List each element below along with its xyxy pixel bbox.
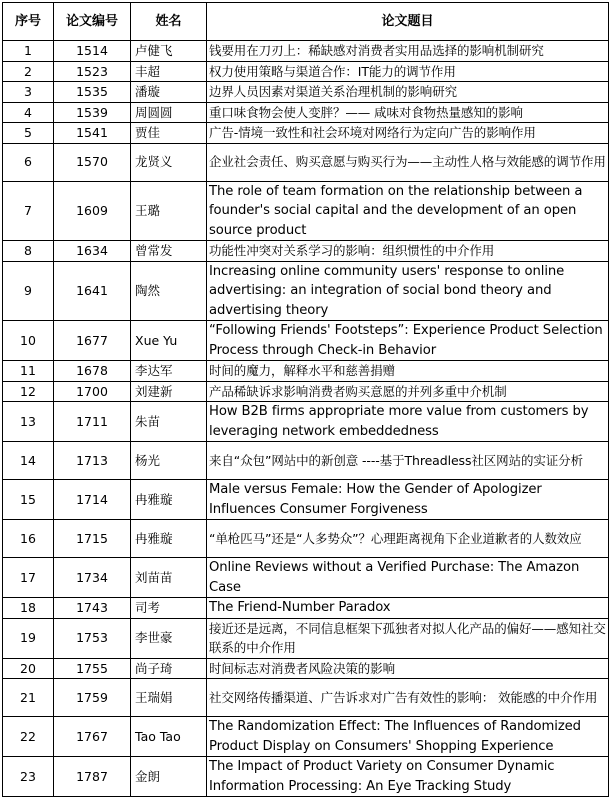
table-row bbox=[3, 598, 609, 619]
header-id: 论文编号 bbox=[54, 3, 131, 41]
table-row bbox=[3, 41, 609, 62]
row-paper-id: 1523 bbox=[54, 61, 131, 82]
row-author-name: 李达军 bbox=[131, 361, 207, 382]
row-author-name: 刘苗苗 bbox=[131, 558, 207, 598]
row-author-name: 龙贤义 bbox=[131, 143, 207, 181]
table-row bbox=[3, 61, 609, 82]
row-author-name: 曾常发 bbox=[131, 241, 207, 262]
row-paper-id: 1514 bbox=[54, 41, 131, 62]
row-author-name: 冉雅璇 bbox=[131, 520, 207, 558]
table-row bbox=[3, 102, 609, 123]
row-author-name: 冉雅璇 bbox=[131, 480, 207, 520]
row-paper-id: 1641 bbox=[54, 261, 131, 321]
row-author-name: Tao Tao bbox=[131, 717, 207, 757]
table-row bbox=[3, 181, 609, 241]
row-paper-title: “单枪匹马”还是“人多势众”？心理距离视角下企业道歉者的人数效应 bbox=[207, 520, 609, 558]
table-row bbox=[3, 480, 609, 520]
row-author-name: 金朗 bbox=[131, 757, 207, 797]
row-seq: 1 bbox=[3, 41, 54, 62]
row-seq: 9 bbox=[3, 261, 54, 321]
row-seq: 17 bbox=[3, 558, 54, 598]
row-seq: 8 bbox=[3, 241, 54, 262]
row-paper-id: 1743 bbox=[54, 598, 131, 619]
row-author-name: Xue Yu bbox=[131, 321, 207, 361]
row-paper-title: How B2B firms appropriate more value from customers by leveraging network embeddedness bbox=[207, 402, 609, 442]
row-author-name: 尚子琦 bbox=[131, 658, 207, 679]
row-paper-title: 权力使用策略与渠道合作：IT能力的调节作用 bbox=[207, 61, 609, 82]
row-seq: 6 bbox=[3, 143, 54, 181]
row-author-name: 潘璇 bbox=[131, 82, 207, 103]
header-seq: 序号 bbox=[3, 3, 54, 41]
row-paper-title: 接近还是远离，不同信息框架下孤独者对拟人化产品的偏好——感知社交联系的中介作用 bbox=[207, 618, 609, 658]
table-row bbox=[3, 261, 609, 321]
row-paper-title: 来自“众包”网站中的新创意 ----基于Threadless社区网站的实证分析 bbox=[207, 442, 609, 480]
row-seq: 16 bbox=[3, 520, 54, 558]
row-author-name: 陶然 bbox=[131, 261, 207, 321]
papers-table bbox=[2, 2, 609, 797]
table-row bbox=[3, 679, 609, 717]
row-seq: 22 bbox=[3, 717, 54, 757]
row-paper-id: 1711 bbox=[54, 402, 131, 442]
table-row bbox=[3, 442, 609, 480]
row-paper-title: 时间标志对消费者风险决策的影响 bbox=[207, 658, 609, 679]
row-paper-title: Male versus Female: How the Gender of Apologizer Influences Consumer Forgiveness bbox=[207, 480, 609, 520]
row-paper-title: Online Reviews without a Verified Purchase: The Amazon Case bbox=[207, 558, 609, 598]
row-paper-id: 1541 bbox=[54, 123, 131, 144]
table-row bbox=[3, 143, 609, 181]
row-paper-id: 1678 bbox=[54, 361, 131, 382]
row-author-name: 李世豪 bbox=[131, 618, 207, 658]
row-seq: 7 bbox=[3, 181, 54, 241]
row-paper-title: 边界人员因素对渠道关系治理机制的影响研究 bbox=[207, 82, 609, 103]
row-paper-id: 1539 bbox=[54, 102, 131, 123]
row-paper-id: 1734 bbox=[54, 558, 131, 598]
table-row bbox=[3, 82, 609, 103]
row-paper-id: 1755 bbox=[54, 658, 131, 679]
row-paper-title: The Randomization Effect: The Influences of Randomized Product Display on Consumers' Shopping Experience bbox=[207, 717, 609, 757]
table-row bbox=[3, 241, 609, 262]
row-seq: 10 bbox=[3, 321, 54, 361]
row-author-name: 刘建新 bbox=[131, 381, 207, 402]
row-paper-id: 1570 bbox=[54, 143, 131, 181]
table-row bbox=[3, 618, 609, 658]
row-paper-id: 1787 bbox=[54, 757, 131, 797]
row-paper-id: 1677 bbox=[54, 321, 131, 361]
row-seq: 19 bbox=[3, 618, 54, 658]
row-paper-id: 1753 bbox=[54, 618, 131, 658]
row-seq: 11 bbox=[3, 361, 54, 382]
row-paper-title: 产品稀缺诉求影响消费者购买意愿的并列多重中介机制 bbox=[207, 381, 609, 402]
row-paper-id: 1715 bbox=[54, 520, 131, 558]
table-row bbox=[3, 558, 609, 598]
row-paper-title: 重口味食物会使人变胖？—— 咸味对食物热量感知的影响 bbox=[207, 102, 609, 123]
row-author-name: 杨光 bbox=[131, 442, 207, 480]
row-author-name: 王璐 bbox=[131, 181, 207, 241]
table-row bbox=[3, 717, 609, 757]
row-seq: 14 bbox=[3, 442, 54, 480]
row-seq: 4 bbox=[3, 102, 54, 123]
table-row bbox=[3, 321, 609, 361]
row-seq: 13 bbox=[3, 402, 54, 442]
row-seq: 12 bbox=[3, 381, 54, 402]
row-author-name: 丰超 bbox=[131, 61, 207, 82]
table-row bbox=[3, 361, 609, 382]
row-paper-id: 1609 bbox=[54, 181, 131, 241]
row-paper-title: 钱要用在刀刃上：稀缺感对消费者实用品选择的影响机制研究 bbox=[207, 41, 609, 62]
row-paper-title: The Impact of Product Variety on Consumer Dynamic Information Processing: An Eye Tracking Study bbox=[207, 757, 609, 797]
row-paper-title: The role of team formation on the relationship between a founder's social capital and the development of an open source product bbox=[207, 181, 609, 241]
row-paper-title: 企业社会责任、购买意愿与购买行为——主动性人格与效能感的调节作用 bbox=[207, 143, 609, 181]
row-paper-id: 1535 bbox=[54, 82, 131, 103]
row-seq: 23 bbox=[3, 757, 54, 797]
row-author-name: 周圆圆 bbox=[131, 102, 207, 123]
row-paper-id: 1759 bbox=[54, 679, 131, 717]
table-row bbox=[3, 381, 609, 402]
row-author-name: 贾佳 bbox=[131, 123, 207, 144]
table-row bbox=[3, 402, 609, 442]
row-paper-id: 1767 bbox=[54, 717, 131, 757]
row-paper-title: Increasing online community users' response to online advertising: an integration of social bond theory and advertising theory bbox=[207, 261, 609, 321]
row-paper-title: “Following Friends' Footsteps”: Experience Product Selection Process through Check-in Behavior bbox=[207, 321, 609, 361]
row-paper-title: 功能性冲突对关系学习的影响：组织惯性的中介作用 bbox=[207, 241, 609, 262]
row-seq: 3 bbox=[3, 82, 54, 103]
row-seq: 5 bbox=[3, 123, 54, 144]
header-row bbox=[3, 3, 609, 41]
row-paper-id: 1700 bbox=[54, 381, 131, 402]
header-title: 论文题目 bbox=[207, 3, 609, 41]
header-name: 姓名 bbox=[131, 3, 207, 41]
row-paper-title: 社交网络传播渠道、广告诉求对广告有效性的影响： 效能感的中介作用 bbox=[207, 679, 609, 717]
table-row bbox=[3, 658, 609, 679]
table-row bbox=[3, 123, 609, 144]
row-seq: 2 bbox=[3, 61, 54, 82]
row-author-name: 卢健飞 bbox=[131, 41, 207, 62]
row-author-name: 司考 bbox=[131, 598, 207, 619]
row-paper-id: 1634 bbox=[54, 241, 131, 262]
row-author-name: 朱苗 bbox=[131, 402, 207, 442]
row-seq: 21 bbox=[3, 679, 54, 717]
row-paper-title: 时间的魔力，解释水平和慈善捐赠 bbox=[207, 361, 609, 382]
row-paper-id: 1713 bbox=[54, 442, 131, 480]
row-seq: 20 bbox=[3, 658, 54, 679]
row-paper-title: 广告-情境一致性和社会环境对网络行为定向广告的影响作用 bbox=[207, 123, 609, 144]
row-author-name: 王瑞娟 bbox=[131, 679, 207, 717]
row-paper-id: 1714 bbox=[54, 480, 131, 520]
row-seq: 18 bbox=[3, 598, 54, 619]
row-seq: 15 bbox=[3, 480, 54, 520]
row-paper-title: The Friend-Number Paradox bbox=[207, 598, 609, 619]
table-row bbox=[3, 520, 609, 558]
